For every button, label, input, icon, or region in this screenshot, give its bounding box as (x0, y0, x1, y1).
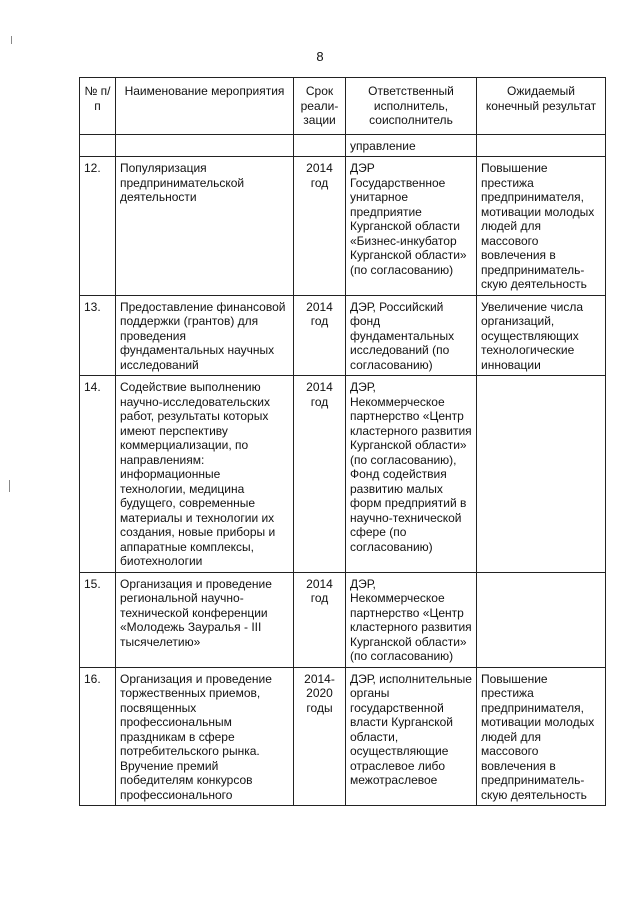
row-responsible: ДЭР, исполнительные органы государственной власти Курганской области, осуществляющие отраслевое либо межотраслевое (346, 667, 477, 806)
row-result (477, 572, 606, 667)
activities-table (79, 77, 606, 806)
row-term: 2014 год (294, 295, 346, 376)
row-name: Предоставление финансовой поддержки (грантов) для проведения фундаментальных научных исследований (116, 295, 294, 376)
scan-mark (11, 36, 12, 44)
header-result: Ожидаемый конечный результат (477, 78, 606, 135)
header-num: № п/п (80, 78, 116, 135)
table-row (80, 157, 606, 296)
table-row-continuation (80, 134, 606, 157)
row-num: 13. (80, 295, 116, 376)
row-term: 2014 год (294, 376, 346, 573)
header-term: Срок реали-зации (294, 78, 346, 135)
row-name: Содействие выполнению научно-исследовательских работ, результаты которых имеют перспективу коммерциализации, по направлениям: информационные технологии, медицина будущего, современные материалы и технологии их создания, новые приборы и аппаратные комплексы, биотехнологии (116, 376, 294, 573)
table-header-row (80, 78, 606, 135)
row-term: 2014 год (294, 572, 346, 667)
scan-mark (9, 480, 10, 492)
row-num: 15. (80, 572, 116, 667)
page-number: 8 (316, 49, 324, 64)
row-result (477, 376, 606, 573)
table-row (80, 572, 606, 667)
row-result: Повышение престижа предпринимателя, мотивации молодых людей для массового вовлечения в предприниматель-скую деятельность (477, 667, 606, 806)
row-responsible: ДЭР, Российский фонд фундаментальных исследований (по согласованию) (346, 295, 477, 376)
table-row (80, 295, 606, 376)
row-term: 2014-2020 годы (294, 667, 346, 806)
row-name: Организация и проведение региональной научно-технической конференции «Молодежь Зауралья - III тысячелетию» (116, 572, 294, 667)
header-name: Наименование мероприятия (116, 78, 294, 135)
row-name: Популяризация предпринимательской деятельности (116, 157, 294, 296)
row-result: Повышение престижа предпринимателя, мотивации молодых людей для массового вовлечения в предприниматель-скую деятельность (477, 157, 606, 296)
header-responsible: Ответственный исполнитель, соисполнитель (346, 78, 477, 135)
table-row (80, 376, 606, 573)
continuation-responsible: управление (346, 134, 477, 157)
row-responsible: ДЭР Государственное унитарное предприятие Курганской области «Бизнес-инкубатор Курганской области» (по согласованию) (346, 157, 477, 296)
row-num: 16. (80, 667, 116, 806)
row-name: Организация и проведение торжественных приемов, посвященных профессиональным праздникам в сфере потребительского рынка. Вручение премий победителям конкурсов профессионального (116, 667, 294, 806)
row-term: 2014 год (294, 157, 346, 296)
row-num: 14. (80, 376, 116, 573)
row-responsible: ДЭР, Некоммерческое партнерство «Центр кластерного развития Курганской области» (по согласованию) (346, 572, 477, 667)
row-result: Увеличение числа организаций, осуществляющих технологические инновации (477, 295, 606, 376)
table-row (80, 667, 606, 806)
row-responsible: ДЭР, Некоммерческое партнерство «Центр кластерного развития Курганской области» (по согласованию), Фонд содействия развитию малых форм предприятий в научно-технической сфере (по согласованию) (346, 376, 477, 573)
row-num: 12. (80, 157, 116, 296)
